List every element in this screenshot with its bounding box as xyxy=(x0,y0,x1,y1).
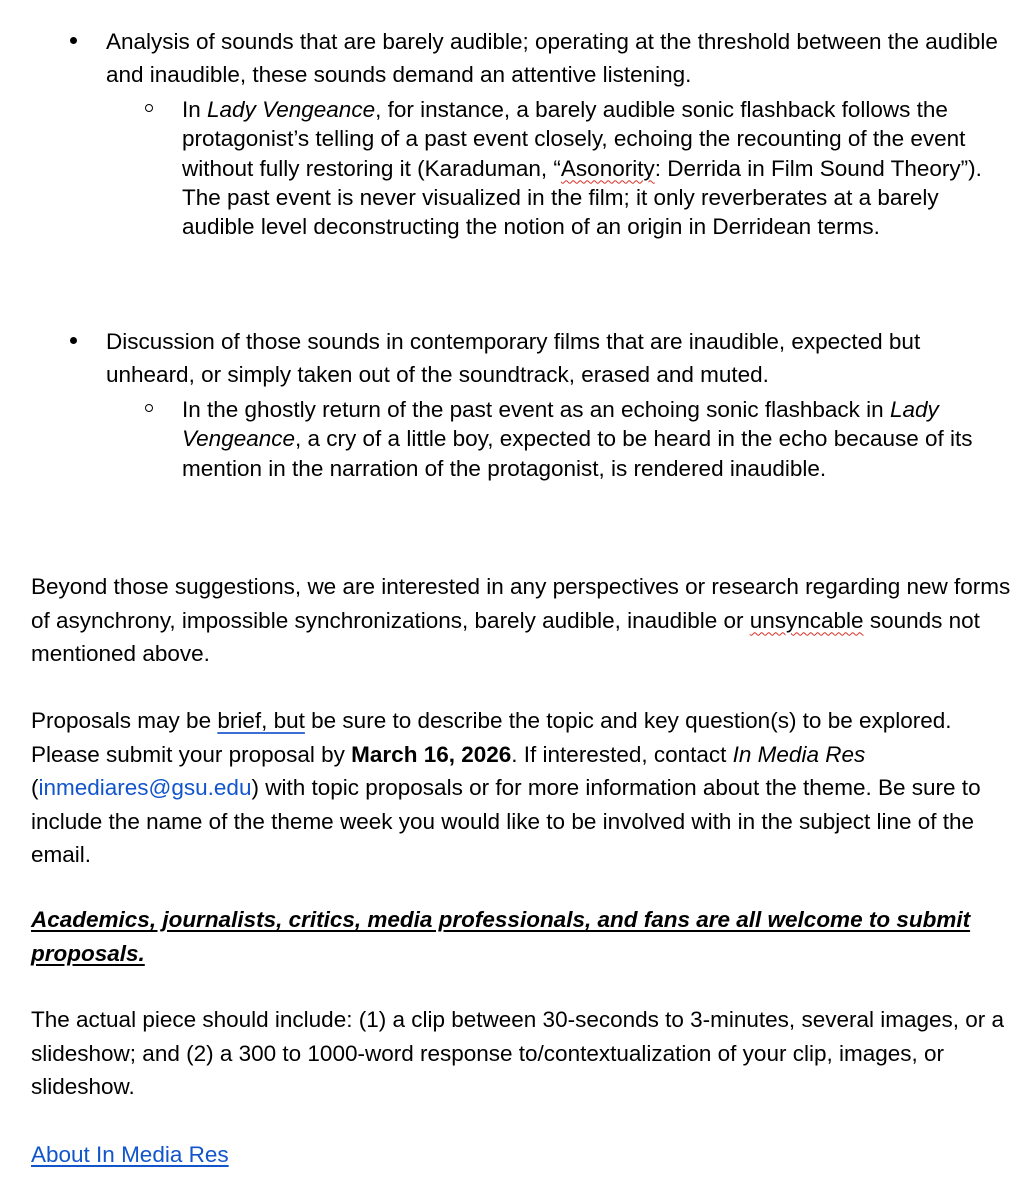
text-run: sounds not mentioned above. xyxy=(31,607,980,666)
text-run: . If interested, contact xyxy=(511,741,733,767)
email-link[interactable]: inmediares@gsu.edu xyxy=(38,775,252,800)
spellcheck-word[interactable]: unsyncable xyxy=(749,607,864,633)
bullet-dot-icon xyxy=(70,337,77,344)
spellcheck-word[interactable]: Asonority xyxy=(560,155,655,181)
bullet-text: Discussion of those sounds in contemporary films that are inaudible, expected but unheard, or simply taken out of the soundtrack, erased and muted. xyxy=(106,329,921,387)
text-run: In xyxy=(182,97,208,122)
sub-bullet-text xyxy=(182,95,1012,241)
text-run: ) with topic proposals or for more information about the theme. Be sure to include the name of the theme week you would like to be involved with in the subject line of the email. xyxy=(31,775,981,867)
proposals-paragraph xyxy=(31,704,1021,872)
grammar-suggestion[interactable]: brief, but xyxy=(217,708,305,733)
text-run: be sure to describe the topic and key question(s) to be explored. Please submit your proposal by xyxy=(31,708,952,767)
about-link-row xyxy=(31,1138,1021,1172)
sub-bullet-text xyxy=(182,395,1012,483)
text-run: ( xyxy=(31,775,39,800)
bullet-dot-icon xyxy=(70,37,77,44)
beyond-paragraph xyxy=(31,570,1021,671)
text-run: , for instance, a barely audible sonic flashback follows the protagonist’s telling of a past event closely, echoing the recounting of the event without fully restoring it (Karaduman, “ xyxy=(182,97,966,181)
deadline-date: March 16, 2026 xyxy=(351,741,512,767)
hollow-circle-icon xyxy=(145,104,153,112)
org-name: In Media Res xyxy=(732,741,866,767)
about-link[interactable]: About In Media Res xyxy=(31,1142,229,1167)
text-run: In the ghostly return of the past event as an echoing sonic flashback in xyxy=(182,397,890,422)
text-run: : Derrida in Film Sound Theory”). The past event is never visualized in the film; it only reverberates at a barely audible level deconstructing the notion of an origin in Derridean terms. xyxy=(182,155,982,240)
piece-requirements: The actual piece should include: (1) a clip between 30-seconds to 3-minutes, several images, or a slideshow; and (2) a 300 to 1000-word response to/contextualization of your clip, images, or slideshow. xyxy=(31,1007,1005,1099)
film-title: Lady Vengeance xyxy=(182,397,939,452)
welcome-statement: Academics, journalists, critics, media professionals, and fans are all welcome to submit proposals. xyxy=(31,907,971,966)
hollow-circle-icon xyxy=(145,404,153,412)
text-run: Beyond those suggestions, we are interested in any perspectives or research regarding new forms of asynchrony, impossible synchronizations, barely audible, inaudible or xyxy=(31,574,1011,633)
text-run: , a cry of a little boy, expected to be heard in the echo because of its mention in the narration of the protagonist, is rendered inaudible. xyxy=(182,426,973,481)
film-title: Lady Vengeance xyxy=(207,97,376,122)
bullet-text: Analysis of sounds that are barely audible; operating at the threshold between the audible and inaudible, these sounds demand an attentive listening. xyxy=(106,29,998,87)
text-run: Proposals may be xyxy=(31,708,218,733)
